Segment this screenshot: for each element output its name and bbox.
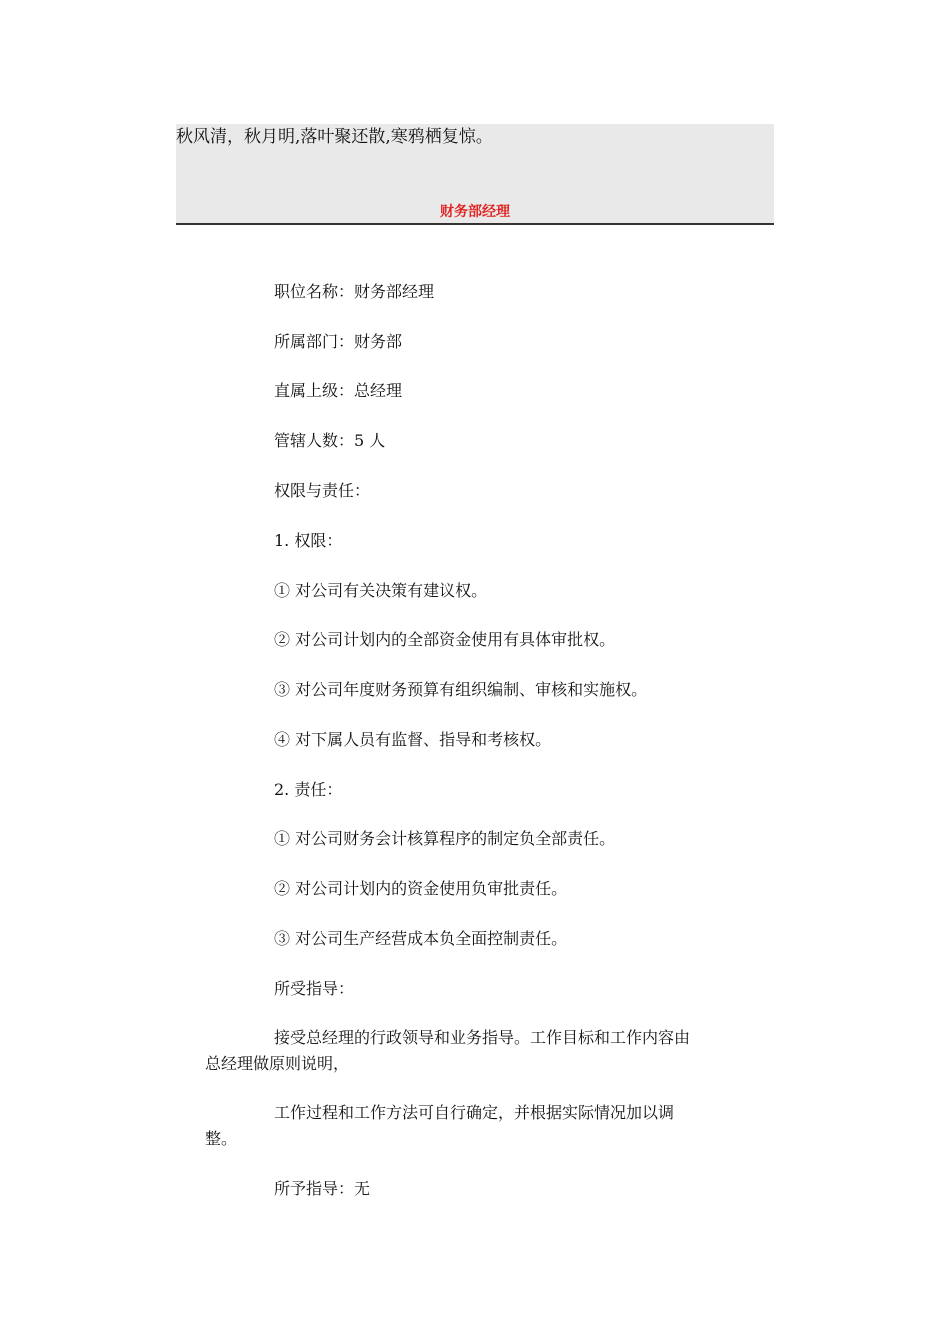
responsibility-item: ③ 对公司生产经营成本负全面控制责任。 — [274, 929, 568, 948]
authority-item: ② 对公司计划内的全部资金使用有具体审批权。 — [274, 630, 616, 649]
guidance-received-heading: 所受指导： — [274, 979, 355, 998]
direct-superior: 直属上级：总经理 — [274, 381, 403, 400]
guidance-received-line: 接受总经理的行政领导和业务指导。工作目标和工作内容由 — [274, 1028, 691, 1047]
department: 所属部门：财务部 — [274, 332, 403, 351]
authority-item: ① 对公司有关决策有建议权。 — [274, 581, 488, 600]
responsibility-item: ① 对公司财务会计核算程序的制定负全部责任。 — [274, 829, 616, 848]
authority-item: ③ 对公司年度财务预算有组织编制、审核和实施权。 — [274, 680, 648, 699]
subordinate-count: 管辖人数：5 人 — [274, 431, 386, 450]
responsibility-heading: 2. 责任： — [274, 780, 343, 799]
authority-item: ④ 对下属人员有监督、指导和考核权。 — [274, 730, 552, 749]
responsibility-item: ② 对公司计划内的资金使用负审批责任。 — [274, 879, 568, 898]
header-poem: 秋风清，秋月明,落叶聚还散,寒鸦栖复惊。 — [176, 127, 493, 147]
position-name: 职位名称：财务部经理 — [274, 282, 435, 301]
work-method-line: 工作过程和工作方法可自行确定，并根据实际情况加以调 — [274, 1103, 675, 1122]
page-title: 财务部经理 — [440, 204, 510, 220]
header-band — [176, 124, 774, 225]
work-method-line: 整。 — [205, 1129, 238, 1148]
guidance-received-line: 总经理做原则说明， — [205, 1054, 350, 1073]
authority-heading: 1. 权限： — [274, 531, 343, 550]
authority-responsibility-heading: 权限与责任： — [274, 481, 371, 500]
guidance-given: 所予指导：无 — [274, 1179, 371, 1198]
